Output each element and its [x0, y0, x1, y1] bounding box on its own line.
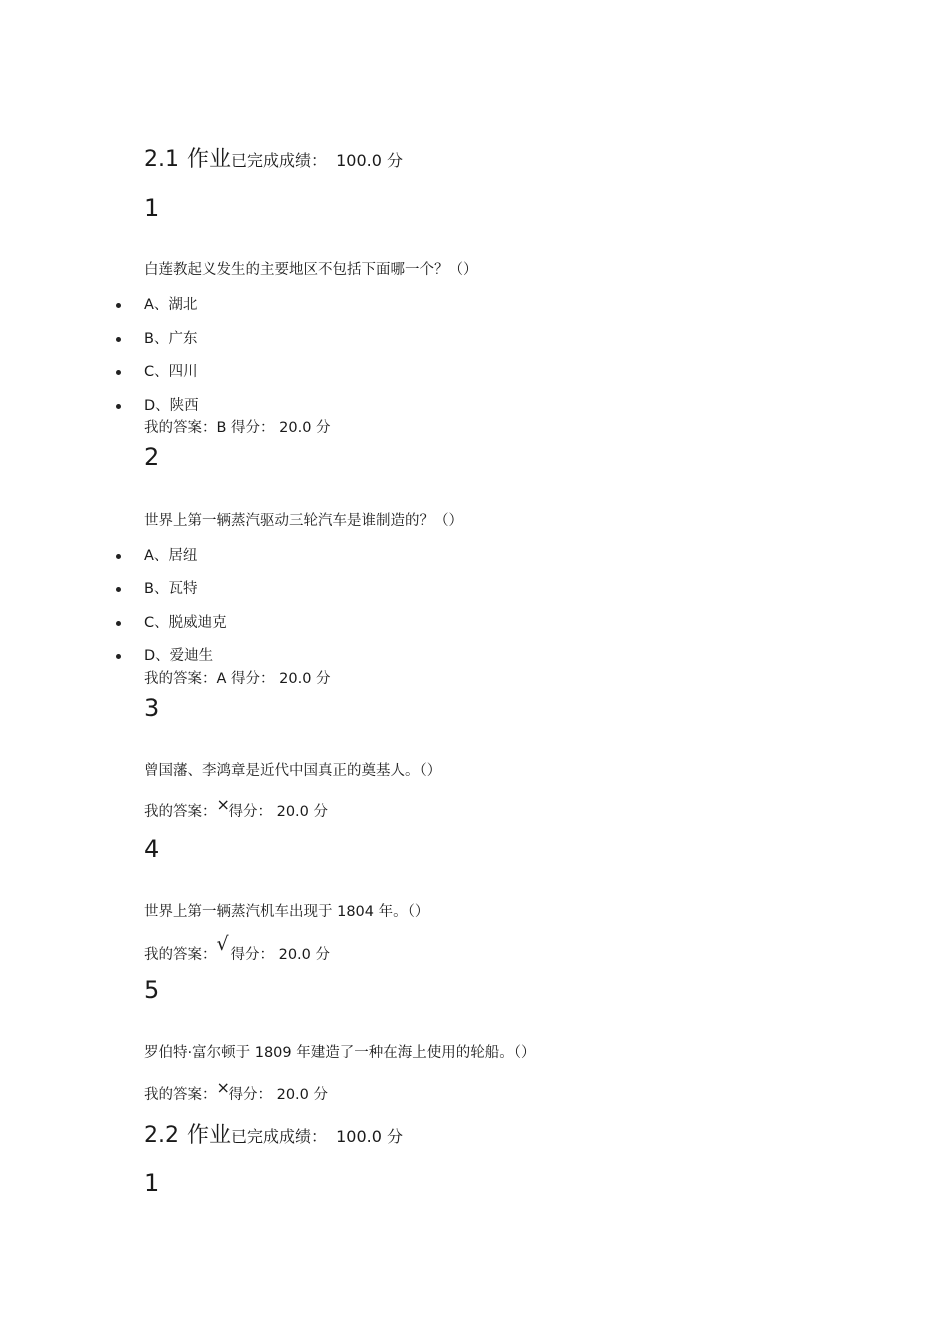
option-d: D、陕西	[144, 398, 199, 414]
question-number: 5	[144, 976, 160, 1004]
question-text: 世界上第一辆蒸汽驱动三轮汽车是谁制造的？（）	[144, 513, 463, 529]
section-header-2-1	[144, 149, 403, 171]
section-title: 作业	[187, 147, 232, 172]
option-a: A、居纽	[144, 548, 198, 564]
question-number: 3	[144, 694, 160, 722]
question-text: 白莲教起义发生的主要地区不包括下面哪一个？（）	[144, 262, 478, 278]
bullet-icon	[116, 337, 121, 342]
section-status: 已完成成绩：	[231, 1127, 328, 1146]
option-b: B、广东	[144, 331, 198, 347]
question-number: 1	[144, 194, 160, 222]
bullet-icon	[116, 621, 121, 626]
bullet-icon	[116, 303, 121, 308]
option-c: C、脱威迪克	[144, 615, 227, 631]
section-number: 2.1	[144, 147, 179, 172]
answer-prefix: 我的答案：	[144, 1087, 217, 1103]
question-number: 4	[144, 835, 160, 863]
my-answer: 我的答案：A 得分： 20.0 分	[144, 671, 331, 687]
question-number: 1	[144, 1169, 160, 1197]
answer-score: 得分： 20.0 分	[230, 947, 331, 963]
cross-mark-icon: ×	[216, 795, 230, 814]
section-score: 100.0 分	[336, 1127, 404, 1146]
bullet-icon	[116, 404, 121, 409]
section-status: 已完成成绩：	[231, 151, 328, 170]
my-answer: 我的答案：B 得分： 20.0 分	[144, 420, 331, 436]
answer-prefix: 我的答案：	[144, 804, 217, 820]
section-header-2-2	[144, 1125, 403, 1147]
answer-score: 得分： 20.0 分	[228, 804, 329, 820]
my-answer	[144, 1078, 329, 1103]
bullet-icon	[116, 554, 121, 559]
option-a: A、湖北	[144, 297, 198, 313]
option-b: B、瓦特	[144, 581, 198, 597]
my-answer	[144, 933, 331, 963]
option-c: C、四川	[144, 364, 198, 380]
bullet-icon	[116, 654, 121, 659]
section-score: 100.0 分	[336, 151, 404, 170]
question-number: 2	[144, 443, 160, 471]
question-text: 曾国藩、李鸿章是近代中国真正的奠基人。（）	[144, 763, 442, 779]
section-number: 2.2	[144, 1123, 179, 1148]
question-text: 世界上第一辆蒸汽机车出现于 1804 年。（）	[144, 904, 430, 920]
cross-mark-icon: ×	[216, 1078, 230, 1097]
option-d: D、爱迪生	[144, 648, 214, 664]
my-answer	[144, 795, 329, 820]
section-title: 作业	[187, 1123, 232, 1148]
question-text: 罗伯特·富尔顿于 1809 年建造了一种在海上使用的轮船。（）	[144, 1045, 536, 1061]
bullet-icon	[116, 587, 121, 592]
answer-score: 得分： 20.0 分	[228, 1087, 329, 1103]
check-mark-icon: √	[216, 933, 229, 955]
answer-prefix: 我的答案：	[144, 947, 217, 963]
bullet-icon	[116, 370, 121, 375]
